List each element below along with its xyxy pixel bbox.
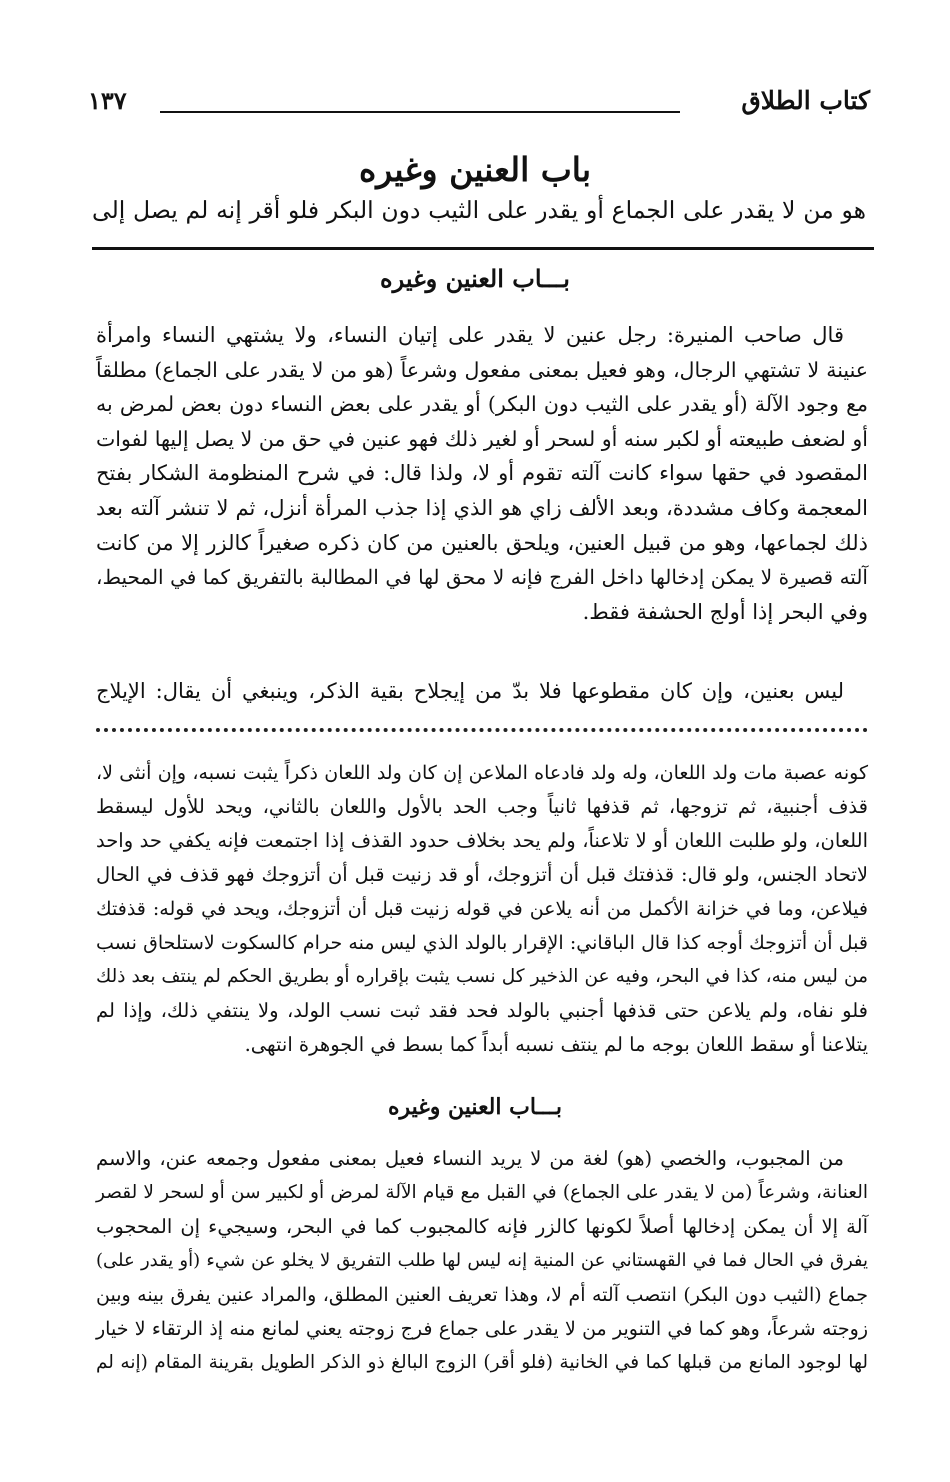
text-line: لها لوجود المانع من قبلها كما في الخانية (فلو أقر) الزوج البالغ ذو الذكر الطويل بقرينة المقام (إنه لم — [96, 1352, 868, 1373]
text-line: أو لضعف طبيعته أو لكبر سنه أو لسحر أو لغير ذلك فهو عنين في حق من لا يصل إليها لفوات — [96, 426, 868, 451]
commentary-paragraph-1 — [96, 318, 868, 629]
text-line: لاتحاد الجنس، ولو قال: قذفتك قبل أن أتزوجك، أو قد زنيت قبل أن أتزوجك فهو قذف في الحال — [96, 863, 868, 886]
text-line: العنانة، وشرعاً (من لا يقدر على الجماع) في القبل مع قيام الآلة لمرض أو لكبير سن أو لسحر لا لقصر — [96, 1182, 868, 1203]
text-line: قال صاحب المنيرة: رجل عنين لا يقدر على إتيان النساء، ولا يشتهي النساء وامرأة — [96, 323, 844, 347]
text-line: المعجمة وكاف مشددة، وبعد الألف زاي هو الذي إذا جذب المرأة أنزل، ثم لا تنشر آلته بعد — [96, 495, 868, 520]
text-line: يتلاعنا أو سقط اللعان بوجه ما لم ينتف نسبه أبداً كما بسط في الجوهرة انتهى. — [244, 1033, 868, 1056]
commentary-paragraph-2 — [96, 756, 868, 1062]
text-line: آلة إلا أن يمكن إدخالها أصلاً لكونها كالزر فإنه كالمجبوب كما في البحر، وسيجيء إن المحجوب — [96, 1215, 868, 1238]
text-line: من ليس منه، كذا في البحر، وفيه عن الذخير كل نسب يثبت بإقراره أو بطريق الحكم لم ينتف بعد ذلك — [96, 966, 868, 987]
text-line: مع وجود الآلة (أو يقدر على الثيب دون البكر) أو يقدر على بعض النساء دون بعض لمرض به — [96, 392, 868, 417]
text-line: المقصود في حقها سواء كانت آلته تقوم أو لا، ولذا قال: في شرح المنظومة الشكار بفتح — [96, 461, 868, 486]
text-line: كونه عصبة مات ولد اللعان، وله ولد فادعاه الملاعن إن كان ولد اللعان ذكراً يثبت نسبه، وإن أنثى لا، — [96, 762, 868, 784]
text-line: وفي البحر إذا أولج الحشفة فقط. — [582, 599, 868, 624]
text-line: ذلك لجماعها، وهو من قبيل العنين، ويلحق بالعنين من كان ذكره صغيراً كالزر إلا من كانت — [96, 530, 868, 555]
running-header — [88, 86, 870, 126]
commentary-heading-2: بـــاب العنين وغيره — [387, 1094, 563, 1120]
text-line: ليس بعنين، وإن كان مقطوعها فلا بدّ من إيجلاح بقية الذكر، وينبغي أن يقال: الإيلاج — [96, 679, 844, 703]
chapter-title: باب العنين وغيره — [358, 150, 592, 189]
text-line: فلو نفاه، ولم يلاعن حتى قذفها أجنبي بالولد فحد فقد ثبت نسب الولد، ولا ينتفي ذلك، وإذا لم — [96, 999, 868, 1022]
text-line: عنينة لا تشتهي الرجال، وهو فعيل بمعنى مفعول وشرعاً (هو من لا يقدر على الجماع) مطلقاً — [96, 357, 868, 382]
page-number: ١٣٧ — [88, 86, 127, 115]
text-line: زوجته شرعاً، وهو كما في التنوير من لا يقدر على جماع فرج زوجته يعني لمانع منه إذ الرتقاء لا خيار — [96, 1318, 868, 1340]
text-line: فيلاعن، وما في خزانة الأكمل من أنه يلاعن في قوله زنيت قبل أن أتزوجك، ويحد في قوله: قذفتك — [96, 898, 868, 920]
section-divider — [92, 247, 874, 250]
dotted-separator — [96, 712, 868, 732]
text-line: من المجبوب، والخصي (هو) لغة من لا يريد النساء فعيل بمعنى مفعول وجمعه عنن، والاسم — [96, 1147, 844, 1170]
text-line: قذف أجنبية، ثم تزوجها، ثم قذفها ثانياً وجب الحد بالأول واللعان بالثاني، ويحد للأول ليسقط — [96, 795, 868, 818]
text-line: قبل أن أتزوجك أوجه كذا قال الباقاني: الإقرار بالولد الذي ليس منه حرام كالسكوت لاستلحاق نسب — [96, 932, 869, 954]
text-line: جماع (الثيب دون البكر) انتصب آلته أم لا، وهذا تعريف العنين المطلق، والمراد عنين يفرق بينه وبين — [96, 1284, 868, 1306]
book-title: كتاب الطلاق — [741, 86, 870, 115]
commentary-continuation — [96, 674, 868, 709]
text-line: آلته قصيرة لا يمكن إدخالها داخل الفرج فإنه لا محق لها في المطالبة بالتفريق كما في المحيط، — [96, 565, 868, 590]
text-line: اللعان، ولو طلبت اللعان أو لا تلاعناً، ولم يحد بخلاف حدود القذف إذا اجتمعت فإنه يكفي حد واحد — [96, 829, 868, 852]
commentary-heading-1: بـــاب العنين وغيره — [380, 264, 570, 293]
text-line: يفرق في الحال فما في القهستاني عن المنية إنه ليس لها طلب التفريق لا يخلو عن شيء (أو يقدر على) — [96, 1250, 868, 1271]
commentary-paragraph-3 — [96, 1142, 868, 1380]
matn-text: هو من لا يقدر على الجماع أو يقدر على الثيب دون البكر فلو أقر إنه لم يصل إلى — [92, 196, 866, 224]
header-rule — [160, 111, 680, 113]
